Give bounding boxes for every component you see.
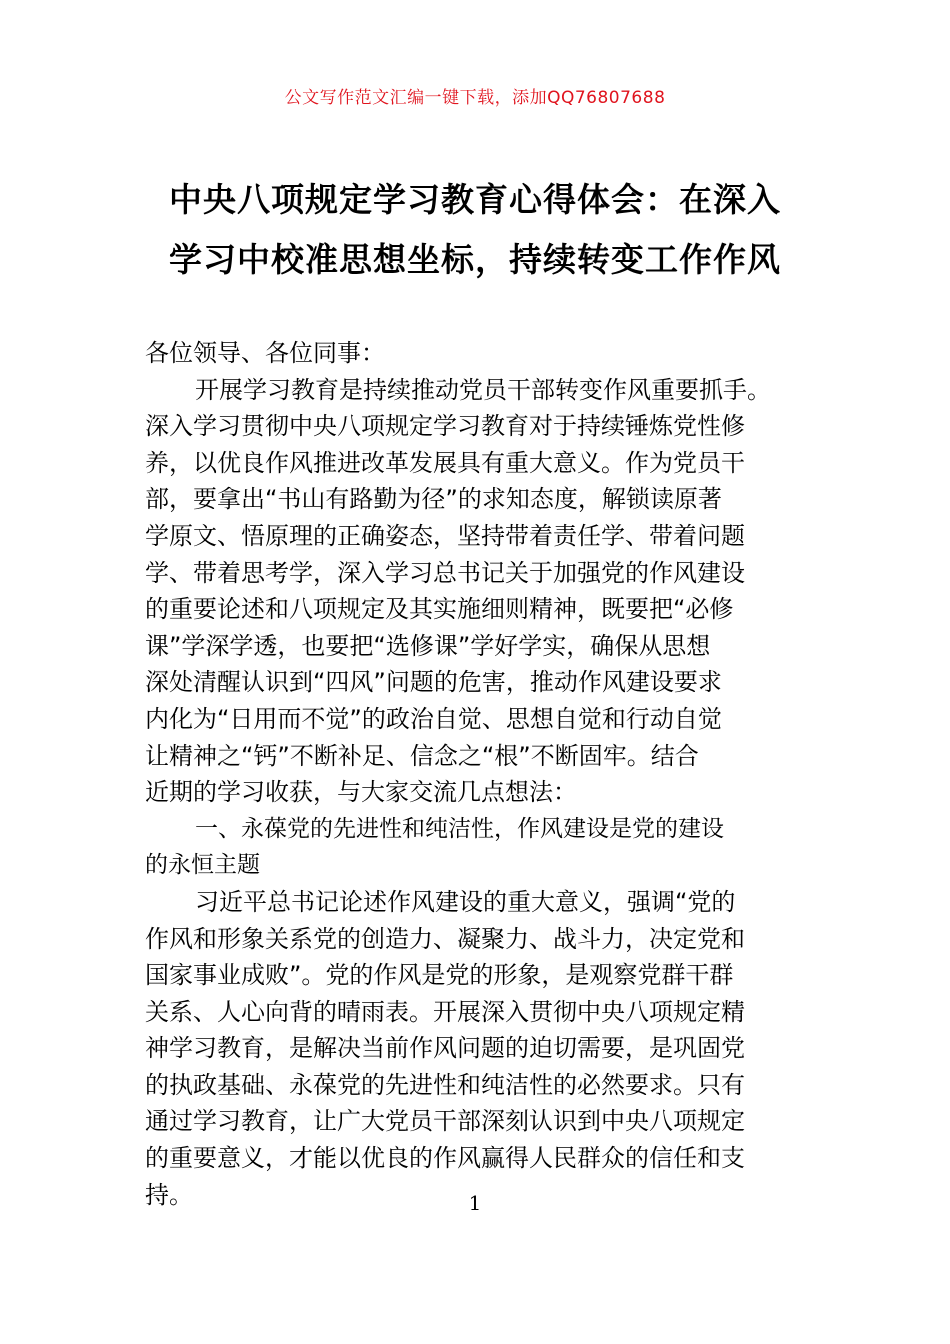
paragraph-line: 学原文、悟原理的正确姿态，坚持带着责任学、带着问题 — [145, 521, 745, 550]
paragraph-line: 养，以优良作风推进改革发展具有重大意义。作为党员干 — [145, 448, 745, 477]
paragraph-line: 关系、人心向背的晴雨表。开展深入贯彻中央八项规定精 — [145, 997, 745, 1026]
title-line-1: 中央八项规定学习教育心得体会：在深入 — [169, 180, 781, 219]
title-line-2: 学习中校准思想坐标，持续转变工作作风 — [169, 240, 781, 279]
paragraph-line: 神学习教育，是解决当前作风问题的迫切需要，是巩固党 — [145, 1034, 745, 1063]
section-heading: 的永恒主题 — [145, 852, 260, 879]
paragraph-line: 学、带着思考学，深入学习总书记关于加强党的作风建设 — [145, 558, 745, 587]
paragraph-line: 内化为“日用而不觉”的政治自觉、思想自觉和行动自觉 — [145, 704, 722, 733]
document-body — [145, 335, 815, 1213]
paragraph-line: 近期的学习收获，与大家交流几点想法： — [145, 778, 577, 807]
paragraph-line: 部，要拿出“书山有路勤为径”的求知态度，解锁读原著 — [145, 485, 722, 514]
paragraph-line: 深处清醒认识到“四风”问题的危害，推动作风建设要求 — [145, 668, 722, 697]
paragraph-line: 开展学习教育是持续推动党员干部转变作风重要抓手。 — [195, 375, 771, 404]
paragraph-line: 国家事业成败”。党的作风是党的形象，是观察党群干群 — [145, 961, 734, 990]
paragraph-line: 让精神之“钙”不断补足、信念之“根”不断固牢。结合 — [145, 741, 699, 770]
paragraph-line: 通过学习教育，让广大党员干部深刻认识到中央八项规定 — [145, 1107, 745, 1136]
paragraph-line: 课”学深学透，也要把“选修课”学好学实，确保从思想 — [145, 631, 711, 660]
paragraph-line: 习近平总书记论述作风建设的重大意义，强调“党的 — [195, 887, 736, 916]
paragraph-line: 深入学习贯彻中央八项规定学习教育对于持续锤炼党性修 — [145, 412, 745, 441]
document-title — [0, 170, 950, 290]
paragraph-line: 的重要论述和八项规定及其实施细则精神，既要把“必修 — [145, 595, 734, 624]
paragraph-line: 的重要意义，才能以优良的作风赢得人民群众的信任和支 — [145, 1144, 745, 1173]
paragraph-line: 持。 — [145, 1180, 193, 1209]
download-promo-note: 公文写作范文汇编一键下载，添加QQ76807688 — [284, 88, 666, 108]
page-number: 1 — [468, 1191, 482, 1215]
salutation: 各位领导、各位同事： — [145, 339, 385, 367]
paragraph-line: 作风和形象关系党的创造力、凝聚力、战斗力，决定党和 — [145, 924, 745, 953]
paragraph-line: 的执政基础、永葆党的先进性和纯洁性的必然要求。只有 — [145, 1070, 745, 1099]
section-heading: 一、永葆党的先进性和纯洁性，作风建设是党的建设 — [195, 815, 724, 842]
